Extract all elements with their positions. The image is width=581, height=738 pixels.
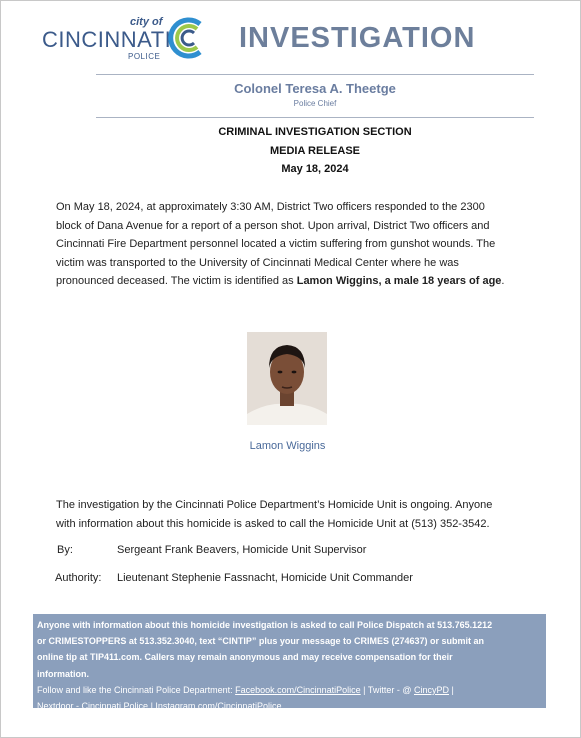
footer-line: information.: [37, 668, 89, 679]
footer-line: Anyone with information about this homicide investigation is asked to call Police Dispatch at 513.765.1212: [37, 620, 493, 630]
separator: | Twitter - @: [360, 684, 414, 695]
paragraph-line: victim was transported to the University of Cincinnati Medical Center where he was: [56, 256, 459, 269]
paragraph-line: The investigation by the Cincinnati Police Department’s Homicide Unit is ongoing. Anyone: [56, 499, 493, 511]
social-links-2: [37, 698, 542, 714]
tip-info-box: [33, 614, 546, 712]
chief-name: Colonel Teresa A. Theetge: [234, 81, 396, 96]
investigation-paragraph: [56, 496, 546, 533]
paragraph-line: On May 18, 2024, at approximately 3:30 AM, District Two officers responded to the 2300: [56, 201, 485, 213]
chief-title: Police Chief: [293, 99, 337, 108]
incident-paragraph: [56, 198, 546, 291]
separator: |: [148, 701, 156, 712]
nextdoor-link[interactable]: Nextdoor - Cincinnati Police: [37, 701, 149, 712]
twitter-link[interactable]: CincyPD: [414, 684, 450, 695]
release-type: MEDIA RELEASE: [269, 145, 361, 157]
social-links: [37, 682, 542, 698]
logo-police: POLICE: [128, 52, 161, 61]
cincinnati-police-logo: [42, 14, 212, 64]
by-value: Sergeant Frank Beavers, Homicide Unit Supervisor: [117, 544, 367, 556]
paragraph-line: Cincinnati Fire Department personnel located a victim suffering from gunshot wounds. The: [56, 238, 496, 251]
footer-line: or CRIMESTOPPERS at 513.352.3040, text “CINTIP” plus your message to CRIMES (274637) or submit an: [37, 636, 484, 647]
portrait-image: [247, 332, 327, 425]
divider: [96, 117, 534, 118]
footer-line: online tip at TIP411.com. Callers may remain anonymous and may receive compensation for their: [37, 652, 453, 663]
paragraph-text: pronounced deceased. The victim is identified as: [56, 275, 297, 288]
logo-c-mark-icon: [162, 14, 210, 62]
logo-city-name: CINCINNATI: [42, 27, 172, 52]
instagram-link[interactable]: Instagram.com/CincinnatiPolice: [155, 701, 282, 712]
photo-caption: Lamon Wiggins: [249, 440, 326, 452]
release-date: May 18, 2024: [281, 163, 349, 175]
divider: [96, 74, 534, 75]
section-heading: CRIMINAL INVESTIGATION SECTION: [218, 126, 412, 138]
facebook-link[interactable]: Facebook.com/CincinnatiPolice: [235, 684, 361, 695]
separator: |: [449, 684, 454, 695]
paragraph-line: block of Dana Avenue for a report of a person shot. Upon arrival, District Two officers and: [56, 219, 490, 232]
victim-photo: [247, 332, 327, 425]
logo-city-of: city of: [130, 16, 163, 28]
paragraph-line: [56, 272, 546, 291]
paragraph-text: .: [501, 275, 505, 288]
paragraph-line: with information about this homicide is asked to call the Homicide Unit at (513) 352-3542.: [56, 517, 490, 530]
follow-text: Follow and like the Cincinnati Police Department:: [37, 684, 236, 695]
victim-identity: Lamon Wiggins, a male 18 years of age: [296, 275, 502, 288]
authority-label: Authority:: [55, 572, 102, 584]
page-title: INVESTIGATION: [239, 22, 476, 54]
authority-value: Lieutenant Stephenie Fassnacht, Homicide Unit Commander: [117, 572, 413, 584]
by-label: By:: [57, 544, 73, 556]
